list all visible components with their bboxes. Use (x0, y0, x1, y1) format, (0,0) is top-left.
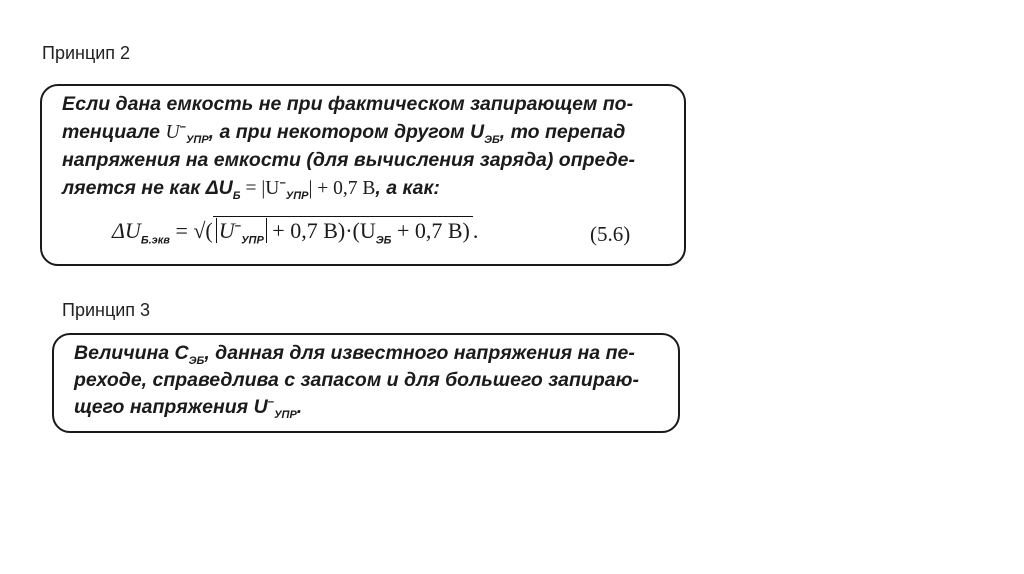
principle-2-line-4: ляется не как $\Delta U_Б = |U^-_{УПР}| + 0,7$ B, а как: (62, 177, 440, 202)
principle-2-line-1: Если дана емкость не при фактическом запирающем по- (62, 93, 634, 115)
sqrt-radicand: $U^-_{УПР} + 0,7$ $B)\cdot(U_{ЭБ} + 0,7$ B) (213, 216, 473, 244)
principle-3-box (52, 333, 680, 433)
equation-5-6: $\Delta U_{Б.экв}$ = √( $U^-_{УПР} + 0,7$ $B)\cdot(U_{ЭБ} + 0,7$ B) . (112, 218, 479, 247)
principle-3-line-2: реходе, справедлива с запасом и для большего запираю- (74, 369, 639, 391)
principle-2-heading: Принцип 2 (42, 43, 131, 63)
principle-3-line-3: щего напряжения $U^-_{УПР}$. (74, 396, 303, 421)
principle-3-line-1: Величина $C_{ЭБ}$, данная для известного напряжения на пе- (74, 342, 635, 367)
principle-2-line-3: напряжения на емкости (для вычисления заряда) опреде- (62, 149, 635, 171)
principle-3-heading: Принцип 3 (62, 300, 151, 320)
abs-value: $U^-_{УПР}$ (216, 218, 267, 243)
equation-number: (5.6) (590, 222, 631, 246)
principle-2-line-2: тенциале $U^-_{УПР}$, а при некотором другом $U_{ЭБ}$, то перепад (62, 121, 626, 146)
principle-2-box (40, 84, 686, 266)
